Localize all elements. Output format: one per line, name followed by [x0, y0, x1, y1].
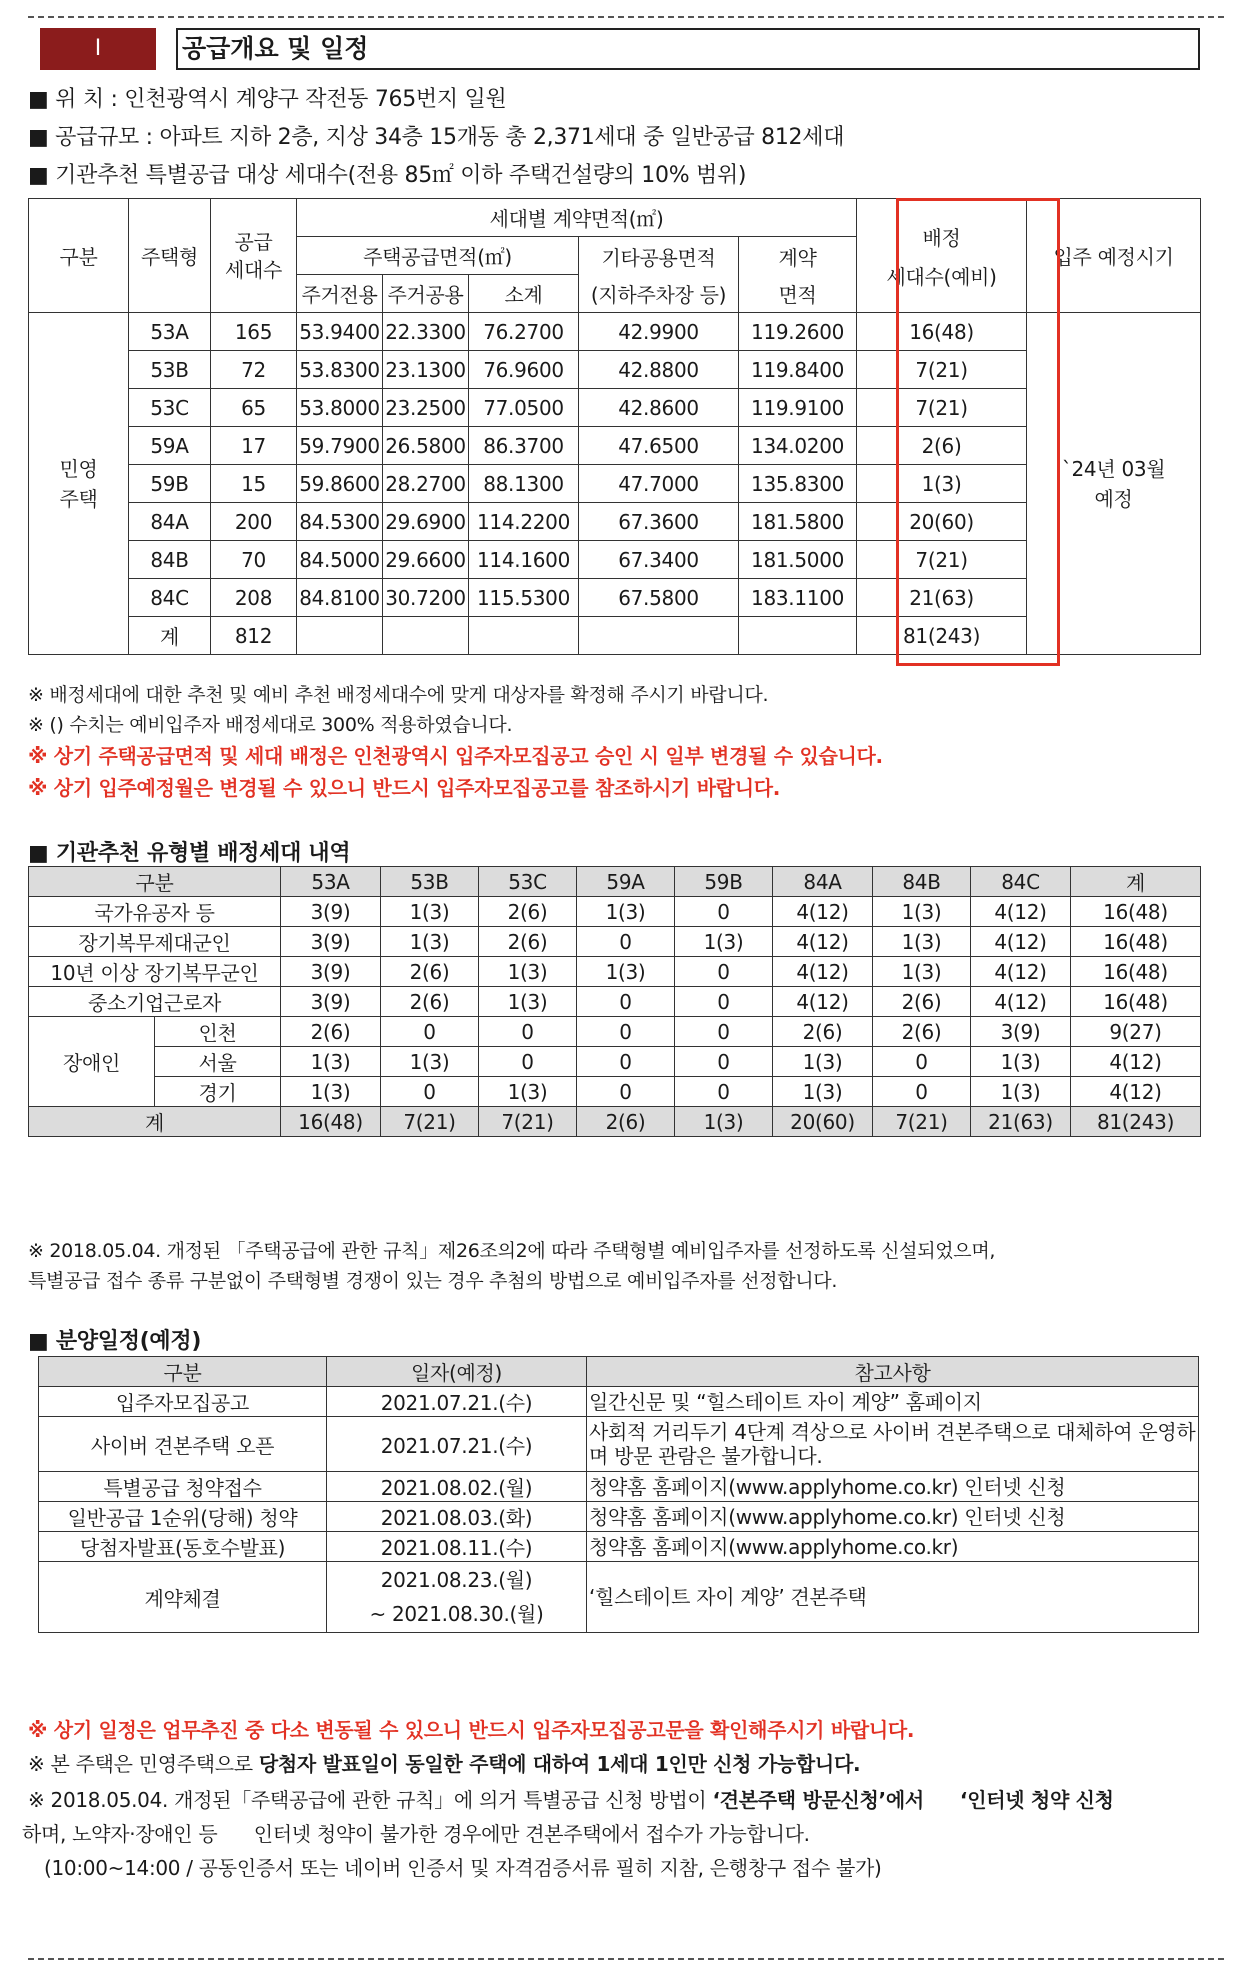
table-cell: 4(12)	[971, 897, 1071, 927]
table-row	[39, 1472, 1199, 1502]
empty-cell	[739, 617, 857, 655]
schedule-note: 청약홈 홈페이지(www.applyhome.co.kr) 인터넷 신청	[587, 1472, 1199, 1502]
schedule-date: 2021.08.11.(수)	[327, 1532, 587, 1562]
table-cell: 17	[211, 427, 297, 465]
top-dashed-divider	[28, 16, 1224, 18]
table-cell: 4(12)	[773, 987, 873, 1017]
table-cell: 1(3)	[873, 897, 971, 927]
contract-date-start: 2021.08.23.(월)	[380, 1568, 533, 1592]
total-cell: 1(3)	[675, 1107, 773, 1137]
schedule-note: 일간신문 및 “힐스테이트 자이 계양” 홈페이지	[587, 1387, 1199, 1417]
table-cell: 1(3)	[675, 927, 773, 957]
header-cell: 계	[1071, 867, 1201, 897]
table-cell: 0	[675, 1077, 773, 1107]
schedule-date: 2021.08.02.(월)	[327, 1472, 587, 1502]
table-cell: 21(63)	[857, 579, 1027, 617]
header-exclusive: 주거전용	[297, 275, 383, 313]
table-cell: 4(12)	[971, 957, 1071, 987]
table-row	[39, 1502, 1199, 1532]
table-cell: 7(21)	[857, 389, 1027, 427]
allocation-heading: ■ 기관추천 유형별 배정세대 내역	[28, 841, 351, 866]
table-cell: 84.5000	[297, 541, 383, 579]
table-cell: 42.8600	[579, 389, 739, 427]
table-row	[29, 541, 1201, 579]
table-cell: 59.7900	[297, 427, 383, 465]
empty-cell	[469, 617, 579, 655]
table-cell: 86.3700	[469, 427, 579, 465]
housing-type-cell: 84A	[129, 503, 211, 541]
final-note-2-prefix: ※ 본 주택은 민영주택으로	[28, 1752, 259, 1776]
table-row	[29, 503, 1201, 541]
header-contract	[739, 237, 857, 313]
region-cell: 인천	[155, 1017, 281, 1047]
table-cell: 7(21)	[857, 541, 1027, 579]
total-cell: 20(60)	[773, 1107, 873, 1137]
table-cell: 0	[577, 987, 675, 1017]
housing-type-cell: 59B	[129, 465, 211, 503]
table-cell: 47.6500	[579, 427, 739, 465]
table-cell: 1(3)	[381, 927, 479, 957]
table-cell: 47.7000	[579, 465, 739, 503]
table-cell: 2(6)	[281, 1017, 381, 1047]
table-cell: 16(48)	[1071, 897, 1201, 927]
table-row	[39, 1532, 1199, 1562]
table-cell: 3(9)	[971, 1017, 1071, 1047]
table-row	[29, 465, 1201, 503]
total-label: 계	[129, 617, 211, 655]
table-cell: 3(9)	[281, 897, 381, 927]
table-row	[29, 1107, 1201, 1137]
housing-type-cell: 59A	[129, 427, 211, 465]
contract-date-end: ~ 2021.08.30.(월)	[369, 1602, 544, 1626]
empty-cell	[579, 617, 739, 655]
table-row	[29, 957, 1201, 987]
table-cell: 22.3300	[383, 313, 469, 351]
header-cell: 53A	[281, 867, 381, 897]
schedule-table	[38, 1356, 1199, 1633]
header-contract-label: 계약	[778, 245, 817, 270]
table-cell: 0	[577, 1047, 675, 1077]
final-note-3	[28, 1784, 1114, 1813]
table-row	[39, 1417, 1199, 1472]
disabled-label: 장애인	[29, 1017, 155, 1107]
note-3: ※ 2018.05.04. 개정된 「주택공급에 관한 규칙」제26조의2에 따라 주택형별 예비입주자를 선정하도록 신설되었으며,	[28, 1240, 996, 1262]
table-cell: 0	[577, 927, 675, 957]
table-cell: 2(6)	[857, 427, 1027, 465]
table-cell: 4(12)	[971, 987, 1071, 1017]
table-row	[29, 313, 1201, 351]
schedule-name: 특별공급 청약접수	[39, 1472, 327, 1502]
overview-scale: ■ 공급규모 : 아파트 지하 2층, 지상 34층 15개동 총 2,371세대 중 일반공급 812세대	[28, 125, 845, 150]
header-cell: 59B	[675, 867, 773, 897]
table-cell: 183.1100	[739, 579, 857, 617]
table-row	[29, 351, 1201, 389]
schedule-name: 입주자모집공고	[39, 1387, 327, 1417]
allocation-table	[28, 866, 1201, 1137]
header-contract-sub: 면적	[778, 282, 817, 307]
table-cell: 84.8100	[297, 579, 383, 617]
housing-type-table-body	[29, 313, 1201, 655]
table-cell: 1(3)	[773, 1047, 873, 1077]
table-cell: 29.6900	[383, 503, 469, 541]
table-cell: 1(3)	[479, 987, 577, 1017]
table-cell: 16(48)	[1071, 987, 1201, 1017]
table-cell: 2(6)	[381, 987, 479, 1017]
table-total-row	[29, 617, 1201, 655]
schedule-note: 청약홈 홈페이지(www.applyhome.co.kr) 인터넷 신청	[587, 1502, 1199, 1532]
housing-type-cell: 53B	[129, 351, 211, 389]
table-cell: 0	[675, 897, 773, 927]
table-cell: 3(9)	[281, 927, 381, 957]
final-note-5: (10:00~14:00 / 공동인증서 또는 네이버 인증서 및 자격검증서류 필히 지참, 은행창구 접수 불가)	[44, 1856, 882, 1880]
housing-type-cell: 53A	[129, 313, 211, 351]
schedule-name: 당첨자발표(동호수발표)	[39, 1532, 327, 1562]
table-cell: 1(3)	[479, 957, 577, 987]
final-note-2-bold: 당첨자 발표일이 동일한 주택에 대하여 1세대 1인만 신청 가능합니다.	[258, 1752, 861, 1776]
schedule-name: 사이버 견본주택 오픈	[39, 1417, 327, 1472]
table-cell: 115.5300	[469, 579, 579, 617]
category-cell: 장기복무제대군인	[29, 927, 281, 957]
table-cell: 88.1300	[469, 465, 579, 503]
category-label: 민영 주택	[29, 313, 129, 655]
table-cell: 72	[211, 351, 297, 389]
table-cell: 4(12)	[773, 927, 873, 957]
final-note-3-prefix: ※ 2018.05.04. 개정된「주택공급에 관한 규칙」에 의거 특별공급 신청 방법이	[28, 1788, 713, 1812]
table-cell: 2(6)	[381, 957, 479, 987]
table-row	[29, 1017, 1201, 1047]
region-cell: 서울	[155, 1047, 281, 1077]
table-cell: 16(48)	[1071, 957, 1201, 987]
total-supply: 812	[211, 617, 297, 655]
table-cell: 15	[211, 465, 297, 503]
total-cell: 21(63)	[971, 1107, 1071, 1137]
schedule-name: 계약체결	[39, 1562, 327, 1633]
header-cell: 일자(예정)	[327, 1357, 587, 1387]
schedule-heading: ■ 분양일정(예정)	[28, 1329, 202, 1354]
table-row	[29, 987, 1201, 1017]
table-cell: 16(48)	[1071, 927, 1201, 957]
table-cell: 2(6)	[773, 1017, 873, 1047]
table-cell: 0	[479, 1017, 577, 1047]
red-note-2: ※ 상기 입주예정월은 변경될 수 있으니 반드시 입주자모집공고를 참조하시기 바랍니다.	[28, 776, 781, 800]
table-cell: 1(3)	[577, 957, 675, 987]
final-note-3-bold2: ‘인터넷 청약 신청	[959, 1788, 1114, 1812]
table-cell: 1(3)	[971, 1077, 1071, 1107]
total-cell: 16(48)	[281, 1107, 381, 1137]
table-row	[29, 1077, 1201, 1107]
header-category: 구분	[29, 199, 129, 313]
table-cell: 181.5800	[739, 503, 857, 541]
table-row	[29, 867, 1201, 897]
table-cell: 16(48)	[857, 313, 1027, 351]
table-cell: 65	[211, 389, 297, 427]
table-cell: 4(12)	[773, 897, 873, 927]
category-cell: 국가유공자 등	[29, 897, 281, 927]
total-allocation: 81(243)	[857, 617, 1027, 655]
schedule-note: ‘힐스테이트 자이 계양’ 견본주택	[587, 1562, 1199, 1633]
table-cell: 0	[577, 1077, 675, 1107]
table-cell: 0	[675, 1017, 773, 1047]
table-cell: 0	[675, 987, 773, 1017]
header-allocation-sub: 세대수(예비)	[886, 264, 997, 289]
table-cell: 119.9100	[739, 389, 857, 427]
header-cell: 참고사항	[587, 1357, 1199, 1387]
header-cell: 84A	[773, 867, 873, 897]
table-cell: 208	[211, 579, 297, 617]
table-cell: 0	[479, 1047, 577, 1077]
overview-location: ■ 위 치 : 인천광역시 계양구 작전동 765번지 일원	[28, 87, 507, 112]
category-cell: 중소기업근로자	[29, 987, 281, 1017]
schedule-date	[327, 1562, 587, 1633]
section-number-badge: Ⅰ	[40, 28, 156, 70]
table-row	[29, 1047, 1201, 1077]
allocation-table-body	[29, 867, 1201, 1137]
header-other-common-sub: (지하주차장 등)	[590, 282, 727, 307]
total-cell: 81(243)	[1071, 1107, 1201, 1137]
table-cell: 4(12)	[1071, 1077, 1201, 1107]
table-cell: 7(21)	[857, 351, 1027, 389]
header-area-group: 세대별 계약면적(㎡)	[297, 199, 857, 237]
total-cell: 2(6)	[577, 1107, 675, 1137]
note-1: ※ 배정세대에 대한 추천 및 예비 추천 배정세대수에 맞게 대상자를 확정해 주시기 바랍니다.	[28, 684, 769, 706]
final-red-note: ※ 상기 일정은 업무추진 중 다소 변동될 수 있으니 반드시 입주자모집공고문을 확인해주시기 바랍니다.	[28, 1718, 915, 1742]
table-cell: 119.2600	[739, 313, 857, 351]
table-cell: 53.8000	[297, 389, 383, 427]
table-cell: 2(6)	[479, 927, 577, 957]
table-row	[29, 897, 1201, 927]
table-cell: 0	[873, 1047, 971, 1077]
table-cell: 165	[211, 313, 297, 351]
table-cell: 1(3)	[773, 1077, 873, 1107]
housing-type-table	[28, 198, 1201, 655]
header-type: 주택형	[129, 199, 211, 313]
table-cell: 1(3)	[381, 897, 479, 927]
table-cell: 119.8400	[739, 351, 857, 389]
header-subtotal: 소계	[469, 275, 579, 313]
header-supply: 공급 세대수	[211, 199, 297, 313]
table-row	[29, 389, 1201, 427]
table-cell: 1(3)	[577, 897, 675, 927]
table-cell: 53.8300	[297, 351, 383, 389]
table-cell: 77.0500	[469, 389, 579, 427]
final-note-3-bold1: ‘견본주택 방문신청’에서	[712, 1788, 924, 1812]
final-note-2	[28, 1748, 860, 1777]
section-title: 공급개요 및 일정	[176, 28, 1200, 70]
table-row	[29, 579, 1201, 617]
table-row	[39, 1562, 1199, 1633]
table-cell: 0	[577, 1017, 675, 1047]
table-cell: 135.8300	[739, 465, 857, 503]
table-cell: 30.7200	[383, 579, 469, 617]
table-cell: 4(12)	[971, 927, 1071, 957]
housing-type-cell: 84B	[129, 541, 211, 579]
table-cell: 1(3)	[873, 957, 971, 987]
table-cell: 1(3)	[281, 1047, 381, 1077]
red-note-1: ※ 상기 주택공급면적 및 세대 배정은 인천광역시 입주자모집공고 승인 시 일부 변경될 수 있습니다.	[28, 744, 883, 768]
header-cell: 53C	[479, 867, 577, 897]
table-cell: 76.2700	[469, 313, 579, 351]
note-4: 특별공급 접수 종류 구분없이 주택형별 경쟁이 있는 경우 추첨의 방법으로 예비입주자를 선정합니다.	[28, 1270, 838, 1292]
category-cell: 10년 이상 장기복무군인	[29, 957, 281, 987]
total-cell: 7(21)	[873, 1107, 971, 1137]
table-cell: 1(3)	[873, 927, 971, 957]
table-cell: 114.1600	[469, 541, 579, 579]
bottom-dashed-divider	[28, 1958, 1224, 1960]
table-cell: 0	[675, 957, 773, 987]
table-cell: 4(12)	[1071, 1047, 1201, 1077]
table-cell: 114.2200	[469, 503, 579, 541]
empty-cell	[383, 617, 469, 655]
table-cell: 23.2500	[383, 389, 469, 427]
header-cell: 53B	[381, 867, 479, 897]
total-label: 계	[29, 1107, 281, 1137]
header-cell: 구분	[29, 867, 281, 897]
table-cell: 1(3)	[971, 1047, 1071, 1077]
table-cell: 67.3400	[579, 541, 739, 579]
header-cell: 59A	[577, 867, 675, 897]
table-cell: 3(9)	[281, 957, 381, 987]
table-cell: 3(9)	[281, 987, 381, 1017]
table-cell: 0	[873, 1077, 971, 1107]
move-in-value: `24년 03월 예정	[1027, 313, 1201, 655]
schedule-date: 2021.08.03.(화)	[327, 1502, 587, 1532]
schedule-note: 청약홈 홈페이지(www.applyhome.co.kr)	[587, 1532, 1199, 1562]
header-allocation	[857, 199, 1027, 313]
header-cell: 구분	[39, 1357, 327, 1387]
table-cell: 1(3)	[381, 1047, 479, 1077]
table-cell: 9(27)	[1071, 1017, 1201, 1047]
schedule-table-body	[39, 1357, 1199, 1633]
table-cell: 200	[211, 503, 297, 541]
empty-cell	[297, 617, 383, 655]
table-row	[29, 427, 1201, 465]
housing-type-cell: 84C	[129, 579, 211, 617]
table-cell: 0	[381, 1077, 479, 1107]
header-common: 주거공용	[383, 275, 469, 313]
schedule-name: 일반공급 1순위(당해) 청약	[39, 1502, 327, 1532]
table-cell: 53.9400	[297, 313, 383, 351]
housing-type-cell: 53C	[129, 389, 211, 427]
header-cell: 84B	[873, 867, 971, 897]
table-cell: 28.2700	[383, 465, 469, 503]
table-cell: 84.5300	[297, 503, 383, 541]
table-cell: 0	[675, 1047, 773, 1077]
schedule-date: 2021.07.21.(수)	[327, 1417, 587, 1472]
overview-institutional: ■ 기관추천 특별공급 대상 세대수(전용 85㎡ 이하 주택건설량의 10% 범위)	[28, 163, 747, 188]
table-cell: 26.5800	[383, 427, 469, 465]
table-cell: 76.9600	[469, 351, 579, 389]
note-2: ※ () 수치는 예비입주자 배정세대로 300% 적용하였습니다.	[28, 714, 513, 736]
header-move-in: 입주 예정시기	[1027, 199, 1201, 313]
table-cell: 67.5800	[579, 579, 739, 617]
table-cell: 2(6)	[873, 1017, 971, 1047]
table-cell: 70	[211, 541, 297, 579]
total-cell: 7(21)	[479, 1107, 577, 1137]
table-cell: 42.9900	[579, 313, 739, 351]
header-other-common-label: 기타공용면적	[601, 245, 716, 270]
table-cell: 134.0200	[739, 427, 857, 465]
total-cell: 7(21)	[381, 1107, 479, 1137]
table-cell: 181.5000	[739, 541, 857, 579]
table-cell: 2(6)	[479, 897, 577, 927]
table-cell: 59.8600	[297, 465, 383, 503]
header-cell: 84C	[971, 867, 1071, 897]
region-cell: 경기	[155, 1077, 281, 1107]
table-row	[39, 1387, 1199, 1417]
table-cell: 1(3)	[281, 1077, 381, 1107]
final-note-4: 하며, 노약자·장애인 등 인터넷 청약이 불가한 경우에만 견본주택에서 접수가 가능합니다.	[22, 1822, 810, 1846]
table-cell: 67.3600	[579, 503, 739, 541]
header-other-common	[579, 237, 739, 313]
table-row	[29, 927, 1201, 957]
table-cell: 1(3)	[479, 1077, 577, 1107]
header-allocation-label: 배정	[922, 225, 961, 250]
header-housing-area: 주택공급면적(㎡)	[297, 237, 579, 275]
table-cell: 2(6)	[873, 987, 971, 1017]
table-cell: 20(60)	[857, 503, 1027, 541]
table-cell: 1(3)	[857, 465, 1027, 503]
table-cell: 4(12)	[773, 957, 873, 987]
table-cell: 0	[381, 1017, 479, 1047]
schedule-note: 사회적 거리두기 4단계 격상으로 사이버 견본주택으로 대체하여 운영하며 방문 관람은 불가합니다.	[587, 1417, 1199, 1472]
table-cell: 42.8800	[579, 351, 739, 389]
schedule-date: 2021.07.21.(수)	[327, 1387, 587, 1417]
table-cell: 23.1300	[383, 351, 469, 389]
table-row	[39, 1357, 1199, 1387]
table-cell: 29.6600	[383, 541, 469, 579]
